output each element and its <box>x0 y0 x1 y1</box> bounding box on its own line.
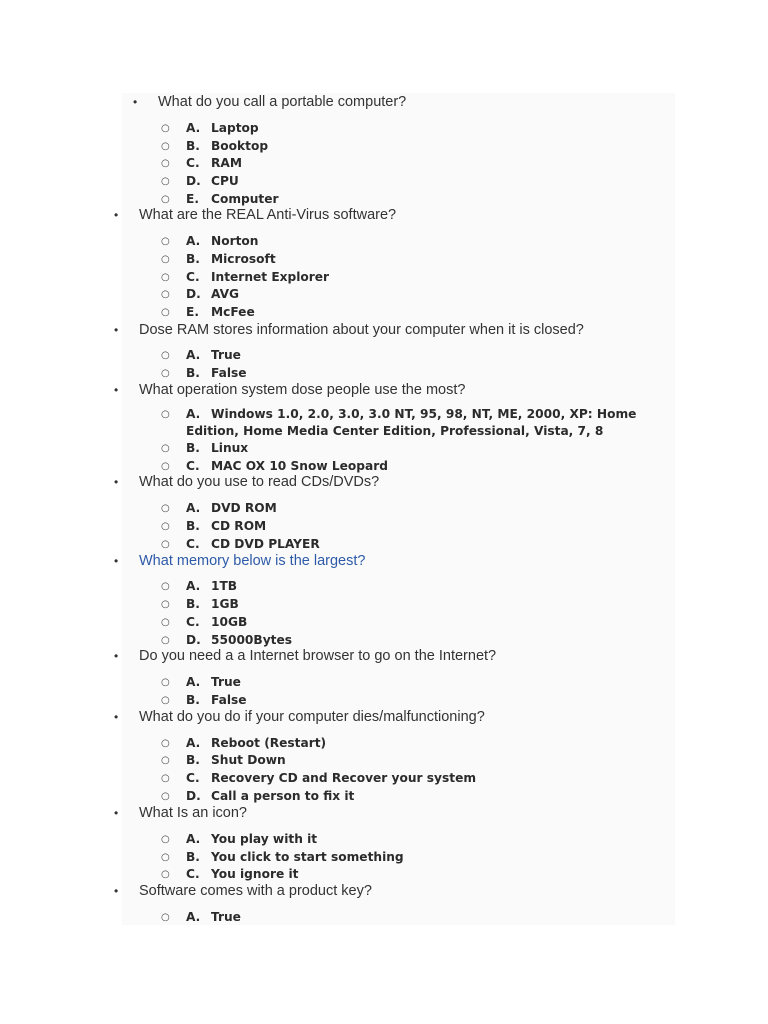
bullet-icon: • <box>114 208 119 222</box>
option-text: Computer <box>211 192 279 206</box>
circle-bullet-icon: ○ <box>161 368 170 379</box>
option-letter: A. <box>186 579 201 593</box>
option-letter: C. <box>186 867 200 881</box>
option-text: Shut Down <box>211 753 286 767</box>
circle-bullet-icon: ○ <box>161 755 170 766</box>
bullet-icon: • <box>114 710 119 724</box>
circle-bullet-icon: ○ <box>161 912 170 923</box>
option-text: True <box>211 910 241 924</box>
answer-option <box>161 674 656 691</box>
question-text: Software comes with a product key? <box>139 883 372 899</box>
circle-bullet-icon: ○ <box>161 176 170 187</box>
circle-bullet-icon: ○ <box>161 773 170 784</box>
answer-option <box>161 251 656 268</box>
question-text: What are the REAL Anti-Virus software? <box>139 207 397 223</box>
question <box>114 320 584 340</box>
option-letter: B. <box>186 441 200 455</box>
question <box>114 803 247 823</box>
option-letter: B. <box>186 252 200 266</box>
answer-option <box>161 138 656 155</box>
option-letter: B. <box>186 693 200 707</box>
question-text: What do you do if your computer dies/malfunctioning? <box>139 709 485 725</box>
circle-bullet-icon: ○ <box>161 141 170 152</box>
option-letter: C. <box>186 537 200 551</box>
option-letter: C. <box>186 270 200 284</box>
question-text: What do you call a portable computer? <box>158 94 407 110</box>
circle-bullet-icon: ○ <box>161 539 170 550</box>
option-text: CD ROM <box>211 519 267 533</box>
answer-option <box>161 304 656 321</box>
answer-option <box>161 735 656 752</box>
option-letter: B. <box>186 753 200 767</box>
option-text: You play with it <box>211 832 318 846</box>
answer-option <box>161 752 656 769</box>
circle-bullet-icon: ○ <box>161 521 170 532</box>
option-text: Recovery CD and Recover your system <box>211 771 477 785</box>
option-text: 10GB <box>211 615 248 629</box>
option-letter: E. <box>186 305 199 319</box>
option-letter: D. <box>186 287 201 301</box>
circle-bullet-icon: ○ <box>161 409 170 420</box>
option-text: You ignore it <box>211 867 299 881</box>
answer-option <box>161 269 656 286</box>
circle-bullet-icon: ○ <box>161 123 170 134</box>
option-letter: A. <box>186 121 201 135</box>
option-letter: A. <box>186 407 201 421</box>
question <box>114 646 497 666</box>
option-text: 1TB <box>211 579 238 593</box>
circle-bullet-icon: ○ <box>161 617 170 628</box>
circle-bullet-icon: ○ <box>161 272 170 283</box>
option-text: True <box>211 675 241 689</box>
option-text: Call a person to fix it <box>211 789 355 803</box>
option-text: Reboot (Restart) <box>211 736 327 750</box>
answer-option <box>161 849 656 866</box>
question-text: Dose RAM stores information about your computer when it is closed? <box>139 322 584 338</box>
circle-bullet-icon: ○ <box>161 443 170 454</box>
circle-bullet-icon: ○ <box>161 581 170 592</box>
answer-option <box>161 406 656 439</box>
option-text: DVD ROM <box>211 501 277 515</box>
question-text: What do you use to read CDs/DVDs? <box>139 474 380 490</box>
answer-option <box>161 614 656 631</box>
option-letter: C. <box>186 615 200 629</box>
option-text: Internet Explorer <box>211 270 330 284</box>
circle-bullet-icon: ○ <box>161 677 170 688</box>
option-text: 1GB <box>211 597 239 611</box>
option-letter: C. <box>186 156 200 170</box>
answer-option <box>161 120 656 137</box>
option-text: You click to start something <box>211 850 404 864</box>
circle-bullet-icon: ○ <box>161 599 170 610</box>
option-text: 55000Bytes <box>211 633 292 647</box>
circle-bullet-icon: ○ <box>161 503 170 514</box>
option-letter: D. <box>186 789 201 803</box>
circle-bullet-icon: ○ <box>161 307 170 318</box>
option-letter: E. <box>186 192 199 206</box>
option-letter: A. <box>186 675 201 689</box>
bullet-icon: • <box>114 884 119 898</box>
bullet-icon: • <box>114 383 119 397</box>
circle-bullet-icon: ○ <box>161 461 170 472</box>
option-letter: C. <box>186 771 200 785</box>
option-letter: D. <box>186 633 201 647</box>
answer-option <box>161 347 656 364</box>
option-text: RAM <box>211 156 242 170</box>
question <box>114 380 466 400</box>
answer-option <box>161 500 656 517</box>
answer-option <box>161 788 656 805</box>
option-letter: B. <box>186 850 200 864</box>
answer-option <box>161 831 656 848</box>
answer-option <box>161 596 656 613</box>
circle-bullet-icon: ○ <box>161 738 170 749</box>
option-text: CPU <box>211 174 239 188</box>
circle-bullet-icon: ○ <box>161 158 170 169</box>
circle-bullet-icon: ○ <box>161 852 170 863</box>
option-letter: A. <box>186 736 201 750</box>
option-letter: B. <box>186 139 200 153</box>
answer-option <box>161 173 656 190</box>
answer-option <box>161 578 656 595</box>
circle-bullet-icon: ○ <box>161 869 170 880</box>
option-letter: A. <box>186 910 201 924</box>
option-letter: A. <box>186 832 201 846</box>
option-letter: A. <box>186 348 201 362</box>
option-text: McFee <box>211 305 255 319</box>
bullet-icon: • <box>133 95 138 109</box>
question-text: Do you need a a Internet browser to go on the Internet? <box>139 648 497 664</box>
option-text: Norton <box>211 234 259 248</box>
option-text: MAC OX 10 Snow Leopard <box>211 459 388 473</box>
option-text: False <box>211 366 247 380</box>
option-text: False <box>211 693 247 707</box>
option-text: CD DVD PLAYER <box>211 537 320 551</box>
option-letter: C. <box>186 459 200 473</box>
option-letter: A. <box>186 501 201 515</box>
circle-bullet-icon: ○ <box>161 254 170 265</box>
bullet-icon: • <box>114 806 119 820</box>
option-letter: B. <box>186 597 200 611</box>
option-letter: B. <box>186 366 200 380</box>
option-text: Laptop <box>211 121 259 135</box>
circle-bullet-icon: ○ <box>161 194 170 205</box>
circle-bullet-icon: ○ <box>161 350 170 361</box>
circle-bullet-icon: ○ <box>161 834 170 845</box>
question <box>133 92 407 112</box>
circle-bullet-icon: ○ <box>161 635 170 646</box>
option-text: AVG <box>211 287 240 301</box>
bullet-icon: • <box>114 323 119 337</box>
option-letter: B. <box>186 519 200 533</box>
question <box>114 205 397 225</box>
circle-bullet-icon: ○ <box>161 289 170 300</box>
option-text: Linux <box>211 441 249 455</box>
answer-option <box>161 286 656 303</box>
answer-option <box>161 155 656 172</box>
question-text: What memory below is the largest? <box>139 553 366 569</box>
answer-option <box>161 770 656 787</box>
question-text: What Is an icon? <box>139 805 247 821</box>
answer-option <box>161 909 656 926</box>
option-letter: D. <box>186 174 201 188</box>
bullet-icon: • <box>114 554 119 568</box>
circle-bullet-icon: ○ <box>161 695 170 706</box>
answer-option <box>161 233 656 250</box>
option-text: Microsoft <box>211 252 276 266</box>
bullet-icon: • <box>114 649 119 663</box>
question <box>114 881 372 901</box>
circle-bullet-icon: ○ <box>161 791 170 802</box>
question <box>114 707 485 727</box>
option-text: Windows 1.0, 2.0, 3.0, 3.0 NT, 95, 98, NT, ME, 2000, XP: Home Edition, Home Media Center Edition, Professional, Vista, 7, 8 <box>186 407 637 438</box>
question-text: What operation system dose people use the most? <box>139 382 466 398</box>
circle-bullet-icon: ○ <box>161 236 170 247</box>
question-highlighted <box>114 551 366 571</box>
option-letter: A. <box>186 234 201 248</box>
question <box>114 472 380 492</box>
bullet-icon: • <box>114 475 119 489</box>
answer-option <box>161 440 656 457</box>
option-text: Booktop <box>211 139 269 153</box>
option-text: True <box>211 348 241 362</box>
answer-option <box>161 518 656 535</box>
